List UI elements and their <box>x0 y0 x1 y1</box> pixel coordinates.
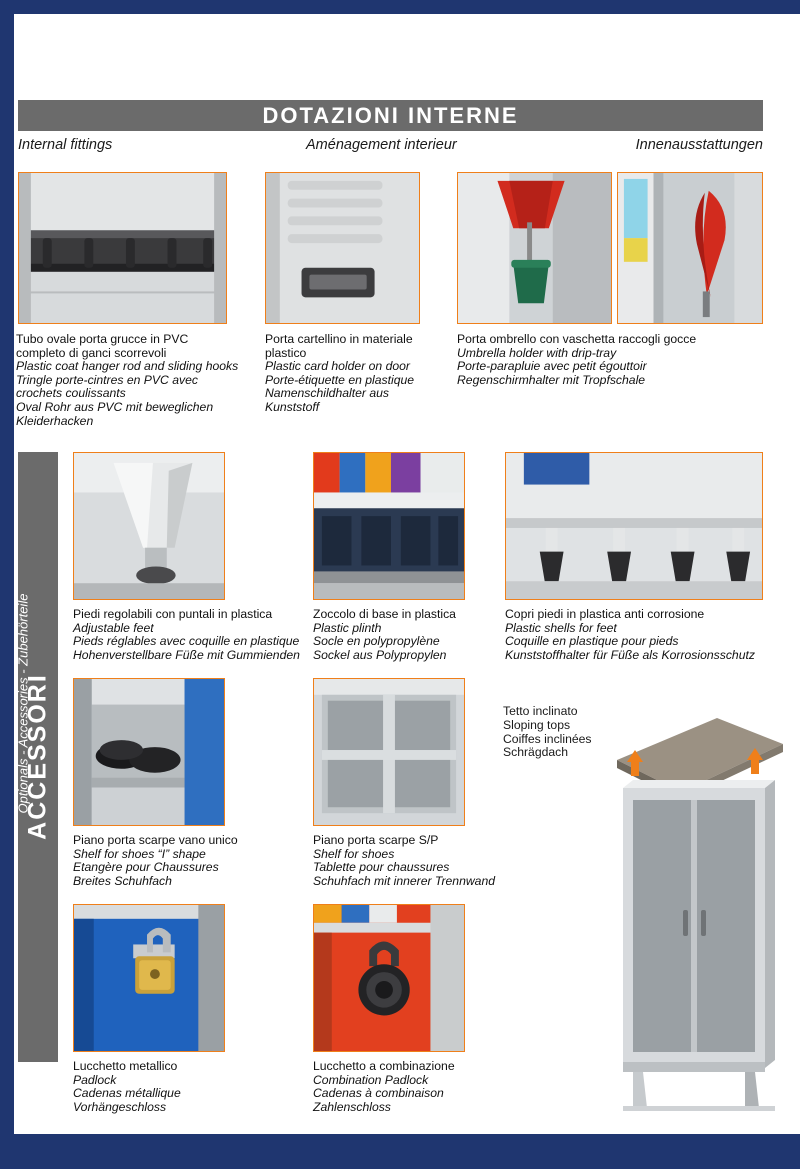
caption-line: Schuhfach mit innerer Trennwand <box>313 873 496 888</box>
locker-floor-shadow <box>623 1106 775 1111</box>
caption-line: Hohenverstellbare Füße mit Gummienden <box>73 647 300 662</box>
adjustable-feet-illustration <box>74 453 224 599</box>
caption-line: Porte-étiquette en plastique <box>265 372 415 387</box>
photo-combination-padlock <box>313 904 465 1052</box>
caption-line: Combination Padlock <box>313 1072 429 1087</box>
caption-line: Pieds réglables avec coquille en plastique <box>73 634 300 649</box>
caption-line: Porte-parapluie avec petit égouttoir <box>457 359 647 374</box>
caption-plastic-plinth <box>313 608 498 662</box>
umbrella-holder-illustration <box>458 173 611 323</box>
shoe-shelf-divided-illustration <box>314 679 464 825</box>
caption-line: Kunststoffhalter für Füße als Korrosionsschutz <box>505 647 755 662</box>
caption-line: Coiffes inclinées <box>503 731 592 746</box>
accessories-side-tab-title: ACCESSORI <box>23 673 52 840</box>
locker-top-face <box>623 780 775 788</box>
caption-line: Piano porta scarpe vano unico <box>73 833 238 847</box>
caption-line: crochets coulissants <box>16 386 126 401</box>
locker-base <box>623 1062 765 1072</box>
caption-line: completo di ganci scorrevoli <box>16 345 167 360</box>
caption-line: Plastic card holder on door <box>265 359 410 374</box>
caption-line: Lucchetto metallico <box>73 1059 178 1073</box>
subtitle-english: Internal fittings <box>18 137 113 153</box>
photo-shoe-shelf-single <box>73 678 225 826</box>
caption-foot-shells <box>505 608 775 662</box>
caption-line: Piano porta scarpe S/P <box>313 833 439 847</box>
photo-foot-shells <box>505 452 763 600</box>
caption-coat-hanger-rod <box>16 333 256 428</box>
language-subtitles <box>18 137 763 159</box>
caption-line: Shelf for shoes “I” shape <box>73 846 206 861</box>
locker-leg-left <box>633 1072 647 1108</box>
caption-line: Kleiderhacken <box>16 413 94 428</box>
caption-combination-padlock <box>313 1060 543 1114</box>
foot-shells-illustration <box>506 453 762 599</box>
umbrella-in-locker-illustration <box>618 173 762 323</box>
caption-line: Namenschildhalter aus <box>265 386 389 401</box>
plastic-plinth-illustration <box>314 453 464 599</box>
photo-umbrella-holder-right <box>617 172 763 324</box>
caption-line: Schrägdach <box>503 745 569 760</box>
caption-line: Sloping tops <box>503 717 571 732</box>
caption-line: Socle en polypropylène <box>313 634 440 649</box>
caption-line: Tetto inclinato <box>503 704 578 718</box>
caption-shoe-shelf-single <box>73 834 303 888</box>
caption-line: Shelf for shoes <box>313 846 395 861</box>
card-holder-illustration <box>266 173 419 323</box>
accessories-side-tab <box>15 452 58 1062</box>
photo-card-holder <box>265 172 420 324</box>
caption-line: Tubo ovale porta grucce in PVC <box>16 332 189 346</box>
page-left-bar <box>0 14 14 1134</box>
caption-line: Umbrella holder with drip-tray <box>457 345 617 360</box>
caption-umbrella-holder <box>457 333 757 387</box>
locker-door-gap <box>691 800 697 1052</box>
locker-with-sloping-top-illustration <box>597 700 787 1130</box>
caption-shoe-shelf-divided <box>313 834 543 888</box>
photo-plastic-plinth <box>313 452 465 600</box>
coat-hanger-rod-illustration <box>19 173 226 323</box>
photo-shoe-shelf-divided <box>313 678 465 826</box>
caption-metal-padlock <box>73 1060 303 1114</box>
locker-svg <box>597 700 787 1130</box>
shoe-shelf-single-illustration <box>74 679 224 825</box>
metal-padlock-illustration <box>74 905 224 1051</box>
caption-line: Porta ombrello con vaschetta raccogli gocce <box>457 332 697 346</box>
caption-sloping-tops <box>503 705 592 760</box>
caption-card-holder <box>265 333 445 415</box>
photo-coat-hanger-rod <box>18 172 227 324</box>
caption-line: Breites Schuhfach <box>73 873 172 888</box>
photo-adjustable-feet <box>73 452 225 600</box>
photo-umbrella-holder-left <box>457 172 612 324</box>
page-bottom-bar <box>0 1134 800 1169</box>
locker-side-face <box>765 780 775 1068</box>
caption-line: Porta cartellino in materiale <box>265 332 413 346</box>
locker-handle-left <box>683 910 688 936</box>
caption-line: Zoccolo di base in plastica <box>313 607 456 621</box>
caption-line: Regenschirmhalter mit Tropfschale <box>457 372 646 387</box>
locker-leg-right <box>745 1072 759 1108</box>
caption-line: Cadenas à combinaison <box>313 1086 444 1101</box>
section-header: DOTAZIONI INTERNE <box>18 100 763 131</box>
caption-line: Tringle porte-cintres en PVC avec <box>16 372 198 387</box>
caption-line: Etangère pour Chaussures <box>73 860 219 875</box>
caption-line: Copri piedi in plastica anti corrosione <box>505 607 705 621</box>
photo-metal-padlock <box>73 904 225 1052</box>
locker-handle-right <box>701 910 706 936</box>
caption-line: Cadenas métallique <box>73 1086 181 1101</box>
subtitle-french: Aménagement interieur <box>306 137 457 153</box>
caption-line: plastico <box>265 345 307 360</box>
subtitle-german: Innenausstattungen <box>635 137 763 153</box>
caption-line: Coquille en plastique pour pieds <box>505 634 679 649</box>
caption-line: Lucchetto a combinazione <box>313 1059 455 1073</box>
combination-padlock-illustration <box>314 905 464 1051</box>
caption-adjustable-feet <box>73 608 303 662</box>
accessories-side-tab-subtitle: Optionals - Accessories - Zubehörteile <box>15 593 31 814</box>
caption-line: Tablette pour chaussures <box>313 860 450 875</box>
locker-door-left <box>633 800 691 1052</box>
caption-line: Plastic coat hanger rod and sliding hooks <box>16 359 239 374</box>
caption-line: Piedi regolabili con puntali in plastica <box>73 607 273 621</box>
caption-line: Plastic shells for feet <box>505 620 617 635</box>
caption-line: Padlock <box>73 1072 117 1087</box>
page-top-bar <box>0 0 800 14</box>
caption-line: Zahlenschloss <box>313 1099 391 1114</box>
caption-line: Oval Rohr aus PVC mit beweglichen <box>16 399 214 414</box>
caption-line: Adjustable feet <box>73 620 154 635</box>
caption-line: Kunststoff <box>265 399 320 414</box>
caption-line: Plastic plinth <box>313 620 382 635</box>
caption-line: Vorhängeschloss <box>73 1099 167 1114</box>
caption-line: Sockel aus Polypropylen <box>313 647 447 662</box>
